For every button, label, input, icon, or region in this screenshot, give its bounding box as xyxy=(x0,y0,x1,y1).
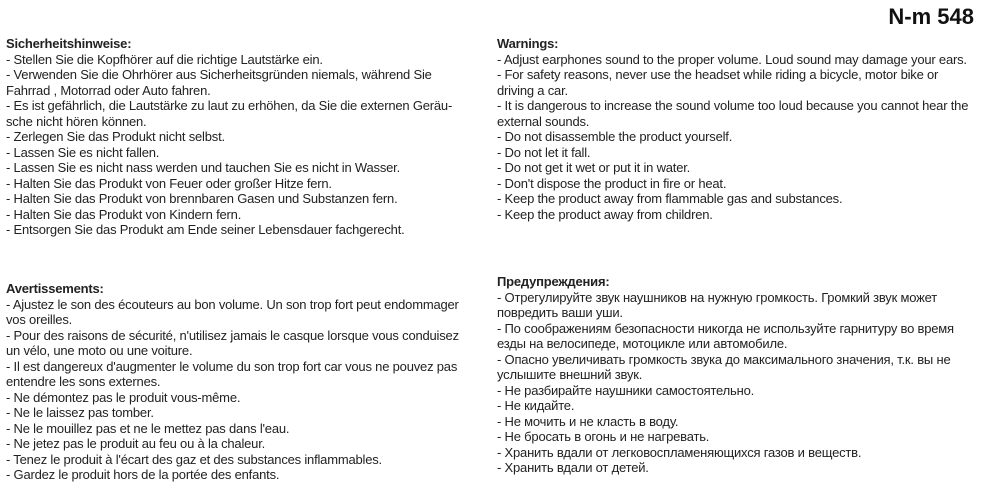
text-line: un vélo, une moto ou une voiture. xyxy=(6,343,193,358)
text-line: услышите внешний звук. xyxy=(497,367,643,382)
german-section-body xyxy=(6,52,488,238)
product-model-number: N-m 548 xyxy=(888,4,974,29)
text-line: - По соображениям безопасности никогда не используйте гарнитуру во время xyxy=(497,320,954,336)
text-line: external sounds. xyxy=(497,113,590,129)
text-line: - Es ist gefährlich, die Lautstärke zu laut zu erhöhen, da Sie die externen Geräu- xyxy=(6,98,453,113)
text-line: - Не кидайте. xyxy=(497,398,575,413)
text-line: - Ne jetez pas le produit au feu ou à la chaleur. xyxy=(6,436,266,451)
section-english-warnings xyxy=(497,36,994,222)
text-line: - Lassen Sie es nicht nass werden und tauchen Sie es nicht in Wasser. xyxy=(6,160,400,175)
english-section-heading: Warnings: xyxy=(497,36,559,51)
text-line: - Не бросать в огонь и не нагревать. xyxy=(497,429,710,444)
text-line: - Zerlegen Sie das Produkt nicht selbst. xyxy=(6,129,225,144)
text-line: driving a car. xyxy=(497,82,568,98)
text-line: sche nicht hören können. xyxy=(6,113,147,129)
section-russian-warnings xyxy=(497,274,994,476)
text-line: - It is dangerous to increase the sound volume too loud because you cannot hear the xyxy=(497,98,969,113)
text-line: - Stellen Sie die Kopfhörer auf die richtige Lautstärke ein. xyxy=(6,51,323,67)
text-line: - Не разбирайте наушники самостоятельно. xyxy=(497,382,755,398)
section-french-warnings xyxy=(6,281,488,482)
text-line: - Tenez le produit à l'écart des gaz et des substances inflammables. xyxy=(6,451,382,467)
text-line: - Ne démontez pas le produit vous-même. xyxy=(6,389,241,405)
text-line: Fahrrad , Motorrad oder Auto fahren. xyxy=(6,82,211,98)
text-line: - Keep the product away from children. xyxy=(497,206,713,222)
text-line: - Ajustez le son des écouteurs au bon volume. Un son trop fort peut endommager xyxy=(6,296,459,312)
text-line: - Do not let it fall. xyxy=(497,144,591,160)
text-line: - Хранить вдали от детей. xyxy=(497,460,649,475)
text-line: - Don't dispose the product in fire or heat. xyxy=(497,175,727,191)
text-line: - Не мочить и не класть в воду. xyxy=(497,413,679,429)
text-line: - Il est dangereux d'augmenter le volume du son trop fort car vous ne pouvez pas xyxy=(6,358,458,374)
text-line: - Halten Sie das Produkt von brennbaren Gasen und Substanzen fern. xyxy=(6,191,398,206)
german-section-heading: Sicherheitshinweise: xyxy=(6,36,132,51)
text-line: - Halten Sie das Produkt von Feuer oder großer Hitze fern. xyxy=(6,175,332,191)
text-line: - Do not get it wet or put it in water. xyxy=(497,160,691,175)
french-section-body xyxy=(6,297,488,482)
text-line: - Entsorgen Sie das Produkt am Ende seiner Lebensdauer fachgerecht. xyxy=(6,222,405,237)
text-line: - Lassen Sie es nicht fallen. xyxy=(6,144,160,160)
text-line: - For safety reasons, never use the headset while riding a bicycle, motor bike or xyxy=(497,67,939,82)
text-line: - Halten Sie das Produkt von Kindern fern. xyxy=(6,206,242,222)
text-line: - Keep the product away from flammable gas and substances. xyxy=(497,191,843,206)
text-line: повредить ваши уши. xyxy=(497,305,623,320)
text-line: - Хранить вдали от легковоспламеняющихся газов и веществ. xyxy=(497,444,862,460)
text-line: - Pour des raisons de sécurité, n'utilisez jamais le casque lorsque vous conduisez xyxy=(6,327,459,343)
text-line: vos oreilles. xyxy=(6,312,73,327)
text-line: - Do not disassemble the product yourself. xyxy=(497,129,733,144)
text-line: entendre les sons externes. xyxy=(6,374,161,389)
russian-section-heading: Предупреждения: xyxy=(497,274,610,289)
text-line: - Gardez le produit hors de la portée des enfants. xyxy=(6,467,280,482)
english-section-body xyxy=(497,52,994,223)
french-section-heading: Avertissements: xyxy=(6,281,104,296)
text-line: - Ne le laissez pas tomber. xyxy=(6,405,154,420)
text-line: - Ne le mouillez pas et ne le mettez pas dans l'eau. xyxy=(6,420,290,436)
section-german-safety-notes xyxy=(6,36,488,238)
russian-section-body xyxy=(497,290,994,476)
text-line: - Adjust earphones sound to the proper volume. Loud sound may damage your ears. xyxy=(497,51,967,67)
text-line: - Verwenden Sie die Ohrhörer aus Sicherheitsgründen niemals, während Sie xyxy=(6,67,432,82)
text-line: езды на велосипеде, мотоцикле или автомобиле. xyxy=(497,336,788,351)
text-line: - Опасно увеличивать громкость звука до максимального значения, т.к. вы не xyxy=(497,351,951,367)
text-line: - Отрегулируйте звук наушников на нужную громкость. Громкий звук может xyxy=(497,289,937,305)
